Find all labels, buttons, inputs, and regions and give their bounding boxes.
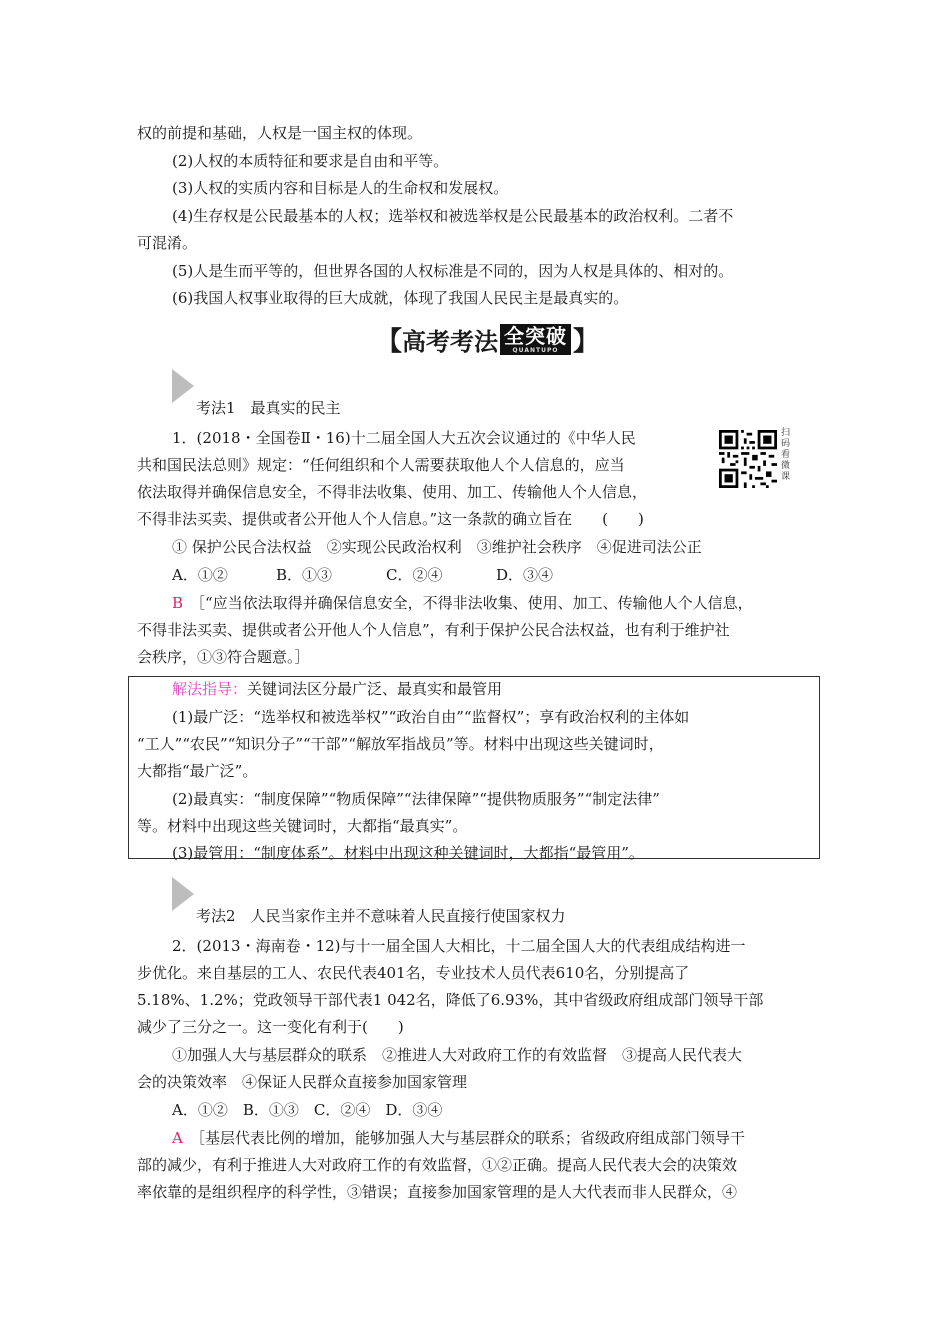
choice-a: A．①② — [172, 566, 228, 584]
question2-options: ①加强人大与基层群众的联系 ②推进人大对政府工作的有效监督 ③提高人民代表大 — [172, 1046, 743, 1064]
intro-line: 可混淆。 — [137, 234, 198, 252]
question2-line: 2．(2013・海南卷・12)与十一届全国人大相比，十二届全国人大的代表组成结构进一 — [172, 937, 746, 955]
guide-line: “工人”“农民”“知识分子”“干部”“解放军指战员”等。材料中出现这些关键词时， — [137, 735, 664, 753]
question1-line: 共和国民法总则》规定：“任何组织和个人需要获取他人个人信息的，应当 — [137, 456, 625, 474]
guide-label: 解法指导： — [172, 680, 248, 698]
intro-line: (3)人权的实质内容和目标是人的生命权和发展权。 — [172, 179, 509, 197]
intro-line: (6)我国人权事业取得的巨大成就，体现了我国人民民主是最真实的。 — [172, 289, 629, 307]
intro-line: 权的前提和基础，人权是一国主权的体现。 — [137, 124, 423, 142]
question1-line: 不得非法买卖、提供或者公开他人个人信息。”这一条款的确立旨在 ( ) — [137, 510, 644, 528]
choice-b: B．①③ — [276, 566, 333, 584]
method1-title: 考法1 最真实的民主 — [196, 399, 341, 417]
answer2-line: 率依靠的是组织程序的科学性，③错误；直接参加国家管理的是人大代表而非人民群众，④ — [137, 1183, 738, 1201]
guide-line: 大都指“最广泛”。 — [137, 762, 258, 780]
qr-caption: 扫码看微课 — [781, 428, 791, 482]
choice-d: D．③④ — [496, 566, 554, 584]
answer2-letter: A — [172, 1129, 183, 1147]
banner-box — [500, 324, 571, 355]
answer1-line: 不得非法买卖、提供或者公开他人个人信息”，有利于保护公民合法权益，也有利于维护社 — [137, 621, 730, 639]
question2-line: 步优化。来自基层的工人、农民代表401名，专业技术人员代表610名，分别提高了 — [137, 964, 690, 982]
intro-line: (2)人权的本质特征和要求是自由和平等。 — [172, 152, 449, 170]
section-banner — [376, 322, 599, 356]
banner-right-bracket: 】 — [573, 326, 600, 357]
question2-line: 减少了三分之一。这一变化有利于( ) — [137, 1018, 404, 1036]
triangle-marker-icon — [172, 877, 194, 911]
guide-line: (2)最真实：“制度保障”“物质保障”“法律保障”“提供物质服务”“制定法律” — [172, 790, 660, 808]
guide-line: (3)最管用：“制度体系”。材料中出现这种关键词时，大都指“最管用”。 — [172, 844, 644, 862]
question2-options: 会的决策效率 ④保证人民群众直接参加国家管理 — [137, 1073, 468, 1091]
choice-c: C．②④ — [386, 566, 443, 584]
qr-code-icon[interactable] — [719, 430, 777, 488]
banner-left-bracket: 【 — [376, 326, 403, 357]
banner-title: 高考考法 — [402, 327, 499, 356]
intro-line: (5)人是生而平等的，但世界各国的人权标准是不同的，因为人权是具体的、相对的。 — [172, 262, 734, 280]
answer1-letter: B — [172, 594, 184, 612]
answer2-line: 部的减少，有利于推进人大对政府工作的有效监督，①②正确。提高人民代表大会的决策效 — [137, 1156, 738, 1174]
answer1-line: 会秩序，①③符合题意。］ — [137, 648, 310, 666]
guide-line: 等。材料中出现这些关键词时，大都指“最真实”。 — [137, 817, 468, 835]
answer1-line: ［“应当依法取得并确保信息安全，不得非法收集、使用、加工、传输他人个人信息， — [190, 594, 753, 612]
guide-line: (1)最广泛：“选举权和被选举权”“政治自由”“监督权”；享有政治权利的主体如 — [172, 708, 690, 726]
method2-title: 考法2 人民当家作主并不意味着人民直接行使国家权力 — [196, 907, 566, 925]
question2-line: 5.18%、1.2%；党政领导干部代表1 042名，降低了6.93%，其中省级政府组成部门领导干部 — [137, 991, 764, 1009]
question1-line: 依法取得并确保信息安全，不得非法收集、使用、加工、传输他人个人信息， — [137, 483, 648, 501]
question1-line: 1．(2018・全国卷Ⅱ・16)十二届全国人大五次会议通过的《中华人民 — [172, 429, 636, 447]
answer2-line: ［基层代表比例的增加，能够加强人大与基层群众的联系；省级政府组成部门领导干 — [190, 1129, 746, 1147]
guide-heading — [172, 678, 502, 700]
triangle-marker-icon — [172, 369, 194, 403]
banner-box-small: QUANTUPO — [512, 346, 559, 354]
intro-line: (4)生存权是公民最基本的人权；选举权和被选举权是公民最基本的政治权利。二者不 — [172, 207, 734, 225]
question1-options: ① 保护公民合法权益 ②实现公民政治权利 ③维护社会秩序 ④促进司法公正 — [172, 538, 702, 556]
banner-box-text: 全突破 — [504, 323, 568, 348]
question2-choices: A．①② B．①③ C．②④ D．③④ — [172, 1101, 443, 1119]
guide-heading-text: 关键词法区分最广泛、最真实和最管用 — [247, 680, 503, 698]
